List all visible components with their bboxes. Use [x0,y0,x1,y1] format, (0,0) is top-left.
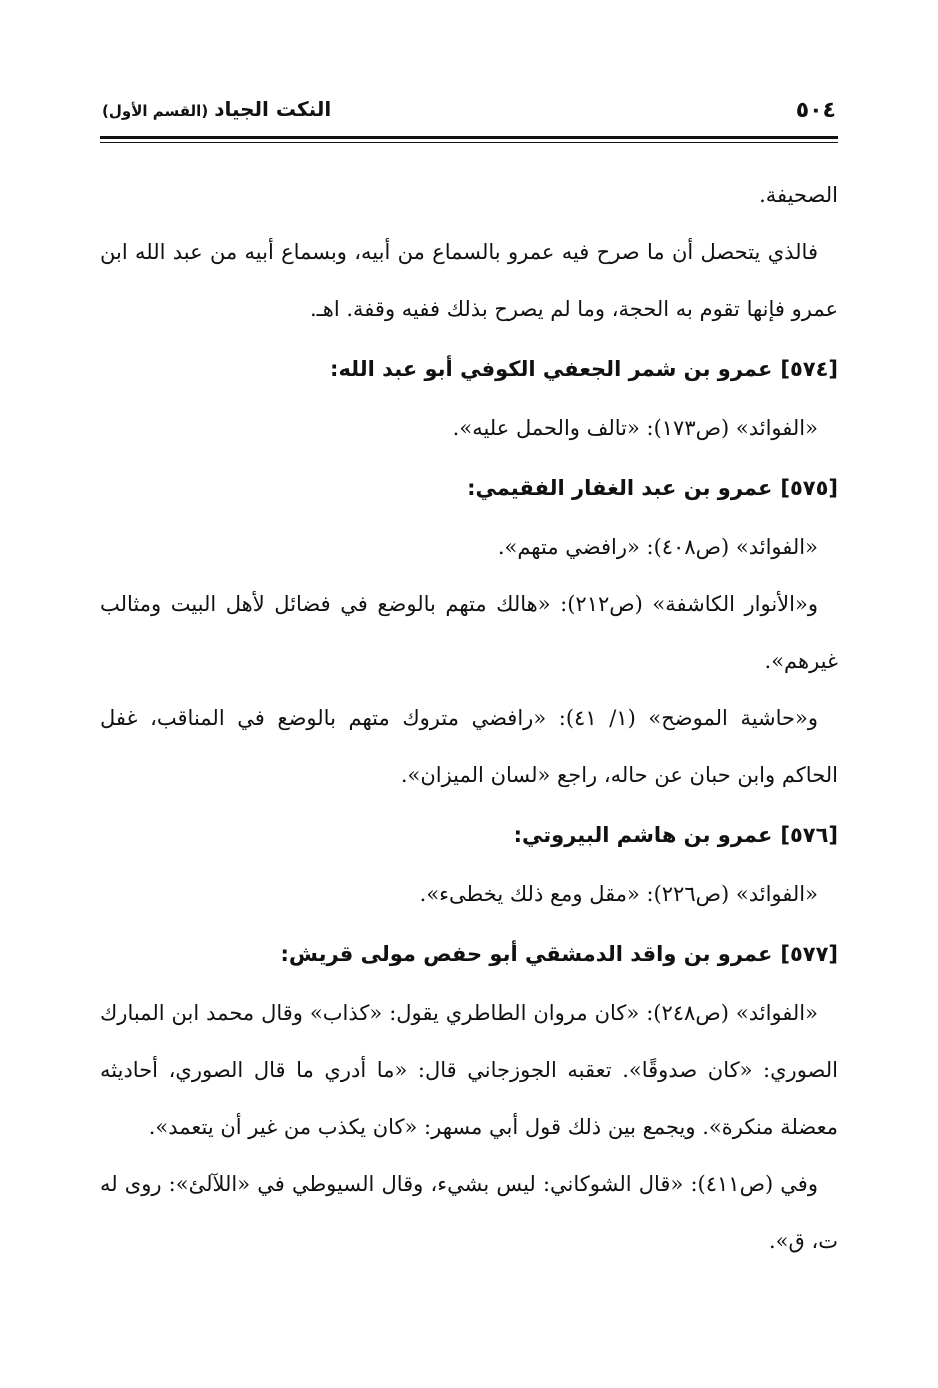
entry-number: [٥٧٥] [780,476,838,500]
running-title [102,94,331,126]
entry-heading-575 [100,457,838,519]
page-number: ٥٠٤ [795,98,836,123]
entry-name: عمرو بن عبد الغفار الفقيمي: [467,476,773,500]
entry-heading-574 [100,338,838,400]
entry-575-citation-3: و«حاشية الموضح» (١/ ٤١): «رافضي متروك متهم بالوضع في المناقب، غفل الحاكم وابن حبان عن حاله، راجع «لسان الميزان». [100,706,838,787]
paragraph-conclusion: فالذي يتحصل أن ما صرح فيه عمرو بالسماع من أبيه، وبسماع أبيه من عبد الله ابن عمرو فإنها تقوم به الحجة، وما لم يصرح بذلك ففيه وقفة. اهـ. [100,240,838,321]
entry-name: عمرو بن شمر الجعفي الكوفي أبو عبد الله: [330,357,773,381]
page-content [100,167,838,1270]
entry-heading-576 [100,804,838,866]
entry-574-citation: «الفوائد» (ص١٧٣): «تالف والحمل عليه». [452,416,818,440]
entry-number: [٥٧٤] [780,357,838,381]
page-header [100,82,838,126]
entry-575-citation-1: «الفوائد» (ص٤٠٨): «رافضي متهم». [497,535,818,559]
entry-number: [٥٧٦] [780,823,838,847]
book-title: النكت الجياد [214,97,332,121]
entry-577-citation-2: وفي (ص٤١١): «قال الشوكاني: ليس بشيء، وقال السيوطي في «اللآلئ»: روى له ت، ق». [100,1172,838,1253]
entry-575-citation-2: و«الأنوار الكاشفة» (ص٢١٢): «هالك متهم بالوضع في فضائل لأهل البيت ومثالب غيرهم». [100,592,838,673]
book-page [100,82,838,1270]
part-label: (القسم الأول) [102,102,209,120]
entry-heading-577 [100,923,838,985]
entry-name: عمرو بن هاشم البيروتي: [513,823,773,847]
entry-name: عمرو بن واقد الدمشقي أبو حفص مولى قريش: [280,942,773,966]
entry-577-citation-1: «الفوائد» (ص٢٤٨): «كان مروان الطاطري يقول: «كذاب» وقال محمد ابن المبارك الصوري: «كان صدوقًا». تعقبه الجوزجاني قال: «ما أدري ما قال الصوري، أحاديثه معضلة منكرة». ويجمع بين ذلك قول أبي مسهر: «كان يكذب من غير أن يتعمد». [100,1001,838,1139]
header-rule-thin [100,142,838,143]
entry-576-citation: «الفوائد» (ص٢٢٦): «مقل ومع ذلك يخطىء». [419,882,818,906]
entry-number: [٥٧٧] [780,942,838,966]
paragraph-continuation: الصحيفة. [759,183,838,207]
header-rule-thick [100,136,838,139]
